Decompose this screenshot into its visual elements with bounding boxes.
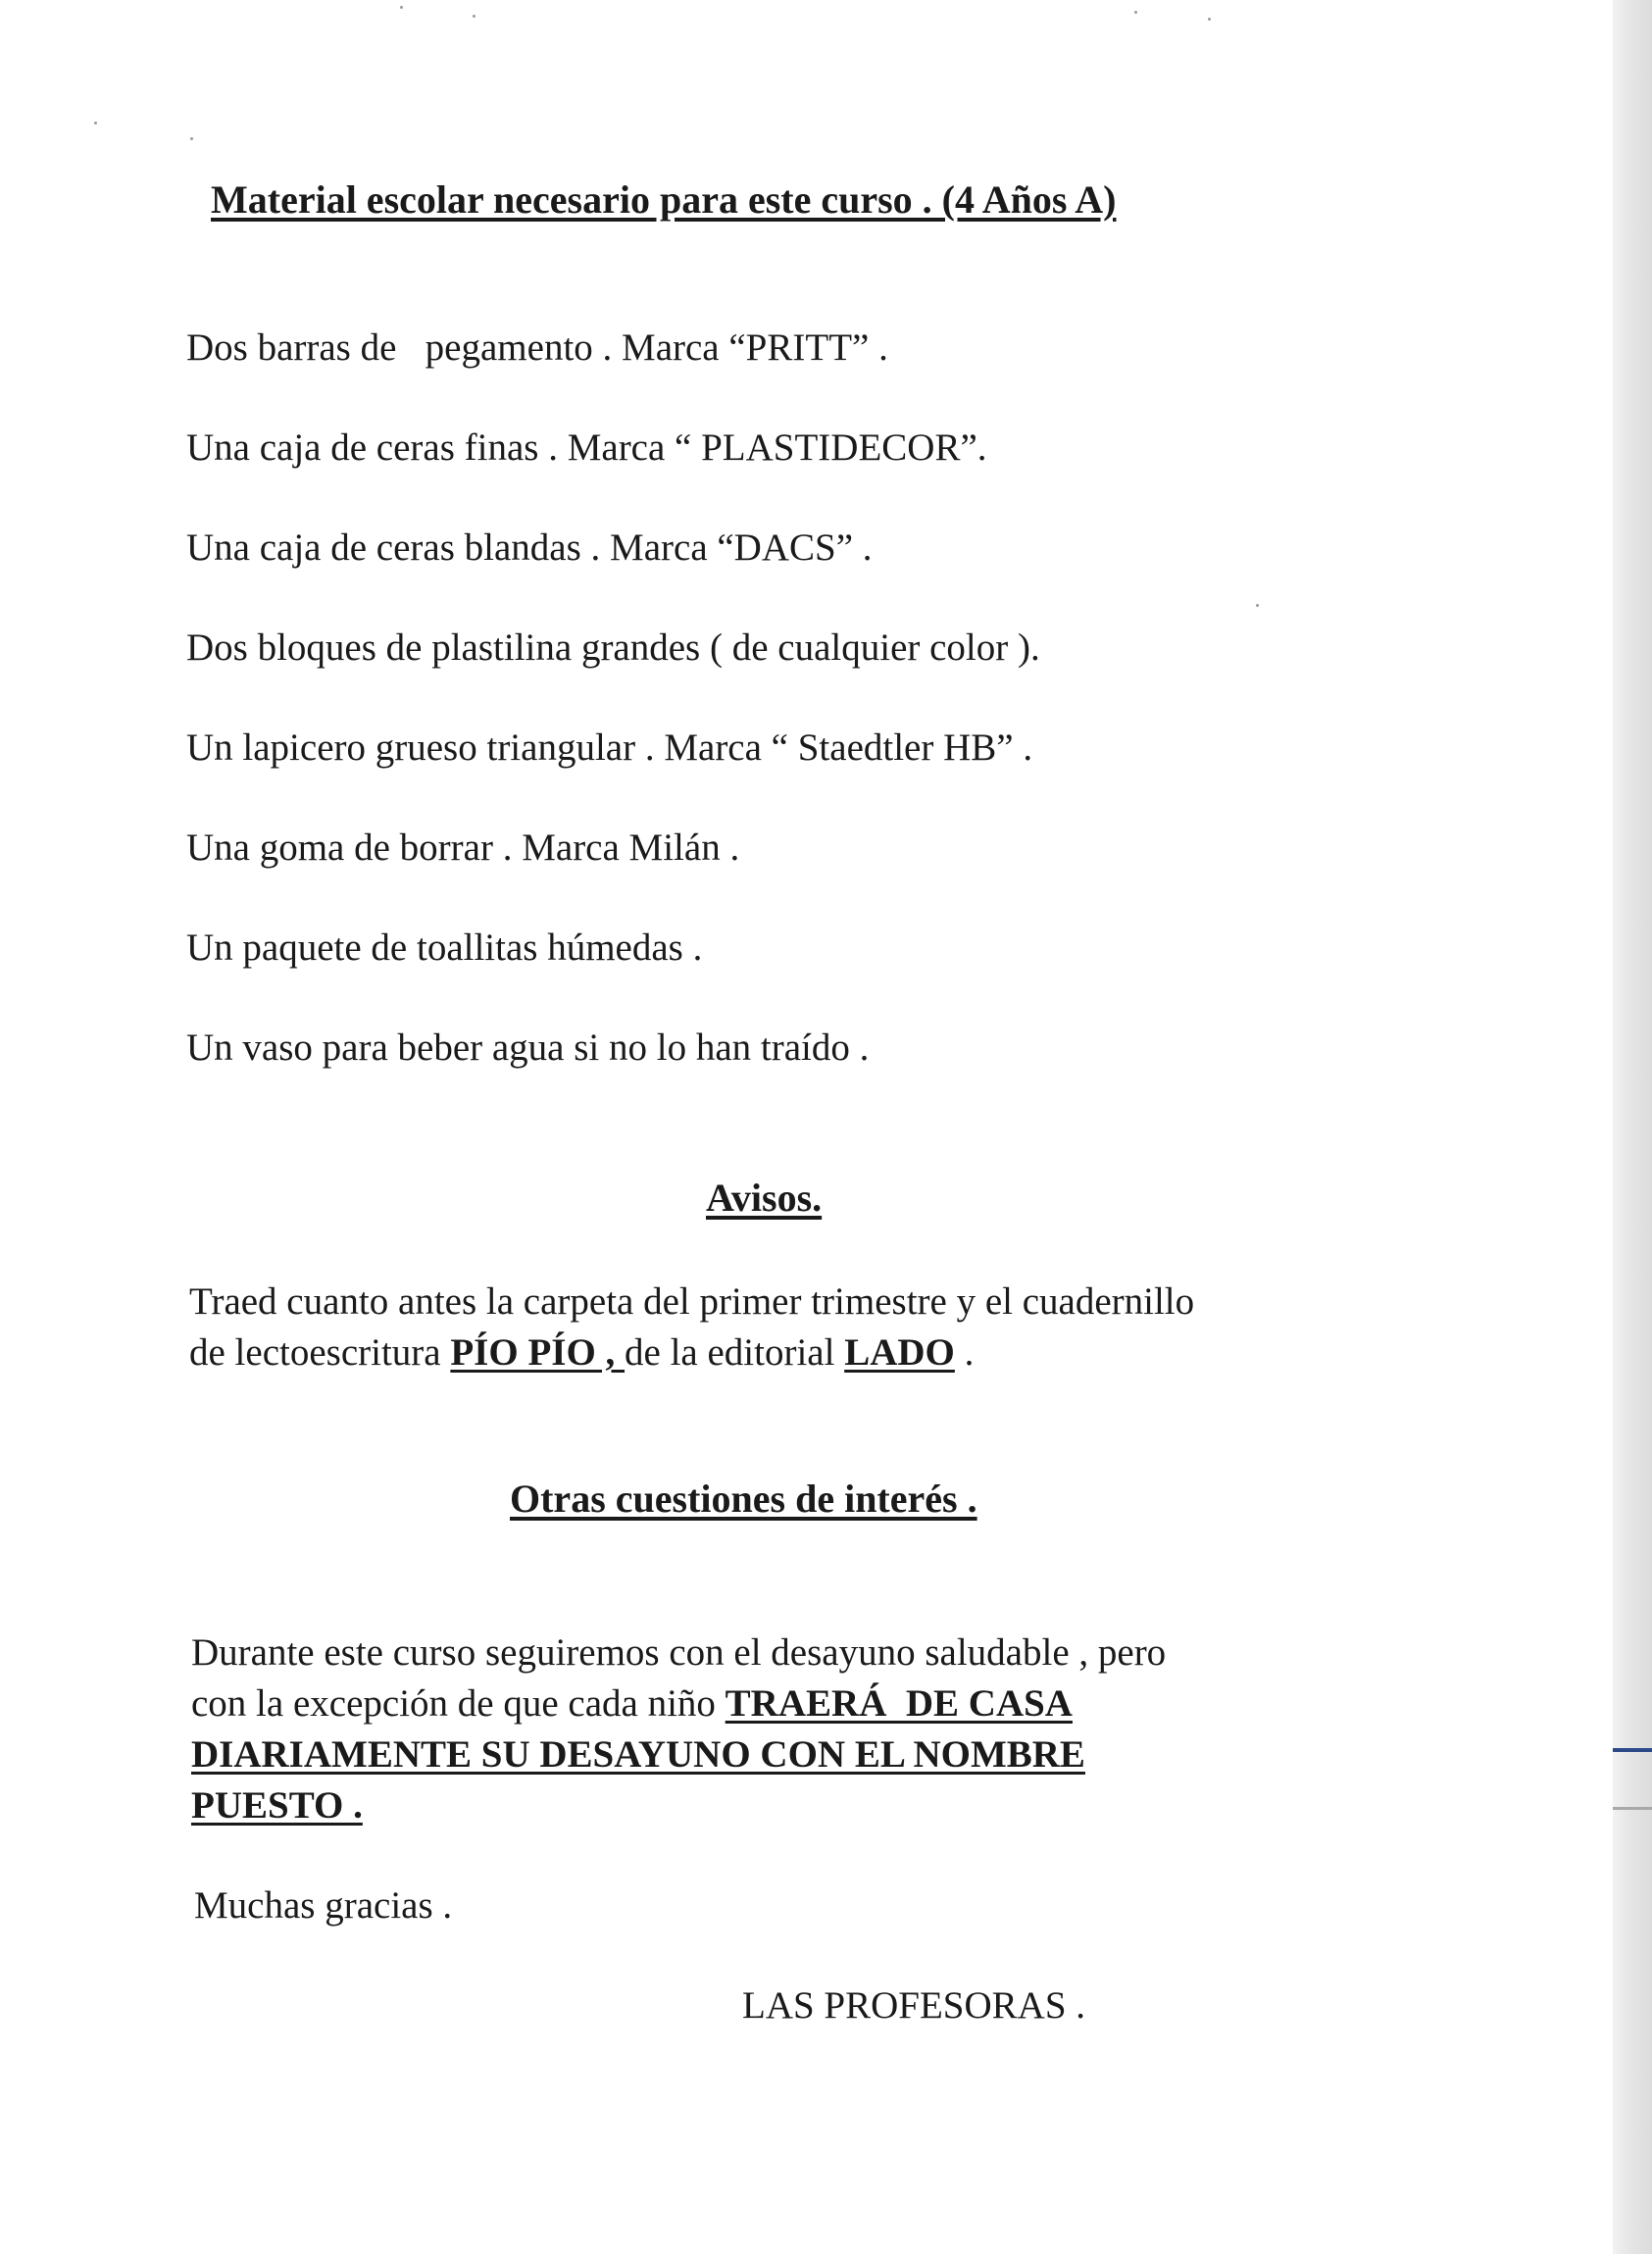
- avisos-heading: Avisos.: [706, 1176, 823, 1220]
- desayuno-line-3: DIARIAMENTE SU DESAYUNO CON EL NOMBRE: [191, 1733, 1085, 1776]
- avisos-line-1: Traed cuanto antes la carpeta del primer trimestre y el cuadernillo: [189, 1280, 1195, 1323]
- list-item: Una caja de ceras finas . Marca “ PLASTIDECOR”.: [186, 426, 987, 469]
- emphasis-text: TRAERÁ DE CASA: [725, 1682, 1073, 1725]
- list-item: Una caja de ceras blandas . Marca “DACS” .: [186, 526, 873, 569]
- list-item: Un paquete de toallitas húmedas .: [186, 927, 703, 969]
- list-item: Dos barras de pegamento . Marca “PRITT” .: [186, 326, 888, 369]
- materials-list: [186, 319, 1040, 1119]
- scan-speck: [1256, 604, 1259, 607]
- desayuno-line-2: [191, 1678, 1166, 1729]
- avisos-text: .: [954, 1331, 975, 1374]
- avisos-text: de la editorial: [625, 1331, 845, 1374]
- otras-heading: Otras cuestiones de interés .: [510, 1477, 977, 1521]
- publisher-name: LADO: [844, 1331, 955, 1374]
- avisos-text: de lectoescritura: [189, 1331, 451, 1374]
- desayuno-paragraph: [191, 1628, 1166, 1831]
- scan-speck: [473, 15, 476, 18]
- desayuno-line-1: Durante este curso seguiremos con el desayuno saludable , pero: [191, 1631, 1167, 1674]
- edge-mark-gray: [1613, 1807, 1652, 1810]
- scan-speck: [190, 137, 193, 140]
- book-title: PÍO PÍO ,: [450, 1331, 626, 1374]
- desayuno-line-4: PUESTO .: [191, 1784, 363, 1827]
- avisos-paragraph: [189, 1277, 1194, 1378]
- list-item: Un lapicero grueso triangular . Marca “ Staedtler HB” .: [186, 726, 1033, 769]
- closing-text: Muchas gracias .: [194, 1884, 453, 1927]
- list-item: Un vaso para beber agua si no lo han traído .: [186, 1027, 870, 1069]
- scan-speck: [94, 122, 97, 125]
- signature: LAS PROFESORAS .: [742, 1984, 1086, 2027]
- scan-speck: [400, 6, 403, 9]
- scan-speck: [1134, 11, 1137, 14]
- list-item: Una goma de borrar . Marca Milán .: [186, 826, 740, 869]
- scan-speck: [1208, 18, 1211, 21]
- edge-mark-blue: [1613, 1748, 1652, 1752]
- list-item: Dos bloques de plastilina grandes ( de cualquier color ).: [186, 626, 1040, 669]
- document-title: Material escolar necesario para este curso . (4 Años A): [211, 177, 1117, 222]
- desayuno-text: con la excepción de que cada niño: [191, 1682, 726, 1725]
- avisos-line-2: [189, 1327, 1194, 1378]
- scanner-edge: [1613, 0, 1652, 2254]
